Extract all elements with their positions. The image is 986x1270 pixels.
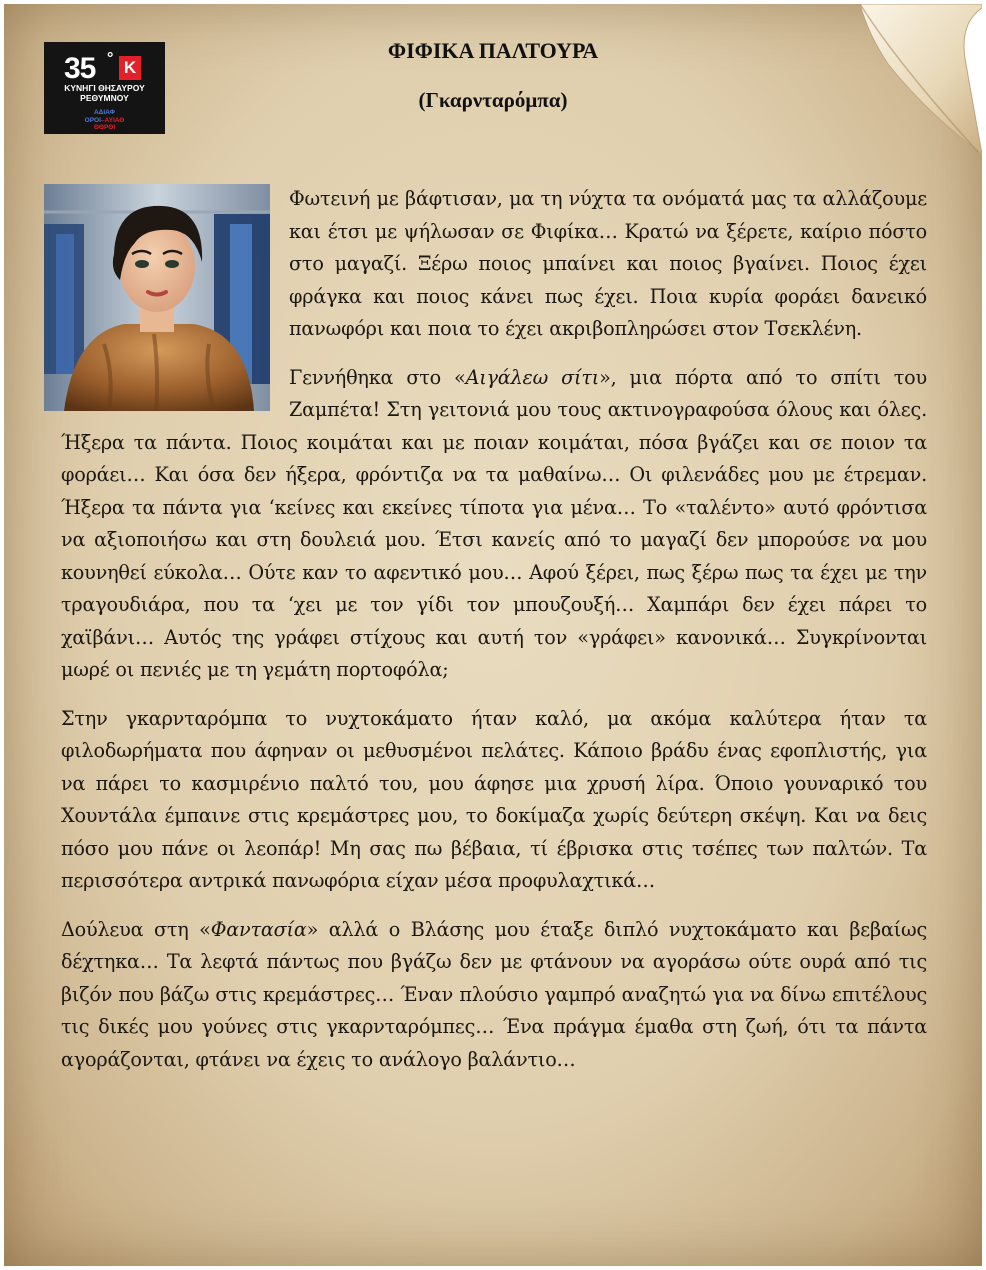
logo-subtitle-line2: ΡΕΘΥΜΝΟΥ [80, 93, 129, 103]
logo-tag-line2a: ΟΡΟΙ [84, 116, 101, 124]
paragraph-1: Φωτεινή με βάφτισαν, μα τη νύχτα τα ονόματά μας τα αλλάζουμε και έτσι με ψήλωσαν σε Φιφίκα… Κρατώ να ξέρετε, καίριο πόστο στο μαγαζί. Ξέρω ποιος μπαίνει και ποιος βγαίνει. Ποιος έχει φράγκα και ποιος κάνει πως έχει. Ποια κυρία φοράει δανεικό πανωφόρι και ποια το έχει ακριβοπληρώσει στον Τσεκλένη. [289, 187, 927, 340]
logo-number: 35 [64, 52, 96, 85]
logo-subtitle-line1: ΚΥΝΗΓΙ ΘΗΣΑΥΡΟΥ [64, 83, 145, 93]
paragraph-2 [61, 362, 927, 687]
paragraph-4-italic: Φαντασία [210, 917, 307, 941]
paragraph-2-rest: », μια πόρτα από το σπίτι του Ζαμπέτα! Στη γειτονιά μου τους ακτινογραφούσα όλους και όλες. Ήξερα τα πάντα. Ποιος κοιμάται και με ποιαν κοιμάται, πόσα βγάζει και σε ποιον τα φοράει… Και όσα δεν ήξερα, φρόντιζα να τα μαθαίνω… Οι φιλενάδες μου με έτρεμαν. Ήξερα τα πάντα για ‘κείνες και εκείνες τίποτα για μένα… Το «ταλέντο» αυτό φρόντισα να αξιοποιήσω και στη δουλειά μου. Έτσι κανείς από το μαγαζί δεν μπορούσε να μου κουνηθεί εύκολα… Ούτε καν το αφεντικό μου… Αφού ξέρει, πως ξέρω πως τα έχει με την τραγουδιάρα, που τα ‘χει με τον γίδι τον μπουζουξή… Χαμπάρι δεν έχει πάρει το χαϊβάνι… Αυτός της γράφει στίχους και αυτή τον «γράφει» κανονικά… Συγκρίνονται μωρέ οι πενιές με τη γεμάτη πορτοφόλα; [61, 365, 927, 681]
paragraph-3: Στην γκαρνταρόμπα το νυχτοκάματο ήταν καλό, μα ακόμα καλύτερα ήταν τα φιλοδωρήματα που άφηναν οι μεθυσμένοι πελάτες. Κάποιο βράδυ ένας εφοπλιστής, για να πάρει το κασμιρένιο παλτό του, μου άφησε μια χρυσή λίρα. Όποιο γουναρικό του Χουντάλα έμπαινε στις κρεμάστρες μου, το δοκίμαζα χωρίς δεύτερη σκέψη. Και να δεις πόσο μου πάνε οι λεοπάρ! Μη σας πω βέβαια, τί έβρισκα στις τσέπες των παλτών. Τα περισσότερα αντρικά πανωφόρια είχαν μέσα προφυλαχτικά… [61, 706, 927, 892]
paragraph-4 [61, 914, 927, 1077]
paragraph-4-rest: » αλλά ο Βλάσης μου έταξε διπλό νυχτοκάματο και βεβαίως δέχτηκα… Τα λεφτά πάντως που βγάζω δεν με φτάνουν να αγοράσω ούτε ουρά από τις βιζόν που βάζω στις κρεμάστρες… Έναν πλούσιο γαμπρό αναζητώ για να δίνω επιτέλους τις δικές μου γούνες στις γκαρνταρόμπες… Ένα πράγμα έμαθα στη ζωή, ότι τα πάντα αγοράζονται, φτάνει να έχεις το ανάλογο βαλάντιο… [61, 917, 927, 1071]
logo-tag-line3: ΘΘΡΘΙ [93, 124, 116, 131]
portrait-spacer [61, 183, 289, 409]
page-curl-corner [858, 4, 982, 154]
logo-tag-line1: ΑΔΙΑΦ [93, 109, 116, 116]
paragraph-4-start: Δούλευα στη « [61, 917, 211, 941]
logo-k-badge: K [119, 56, 141, 80]
paragraph-2-start: Γεννήθηκα στο « [289, 365, 466, 389]
logo-degree: ° [107, 50, 114, 67]
logo-tag-line2b: –ΑΥΙΑΘ [100, 116, 125, 124]
page-title: ΦΙΦΙΚΑ ΠΑΛΤΟΥΡΑ [387, 38, 599, 63]
story-text [61, 183, 927, 1092]
paragraph-2-italic: Αιγάλεω σίτι [465, 365, 600, 389]
page-subtitle: (Γκαρνταρόμπα) [418, 88, 568, 112]
